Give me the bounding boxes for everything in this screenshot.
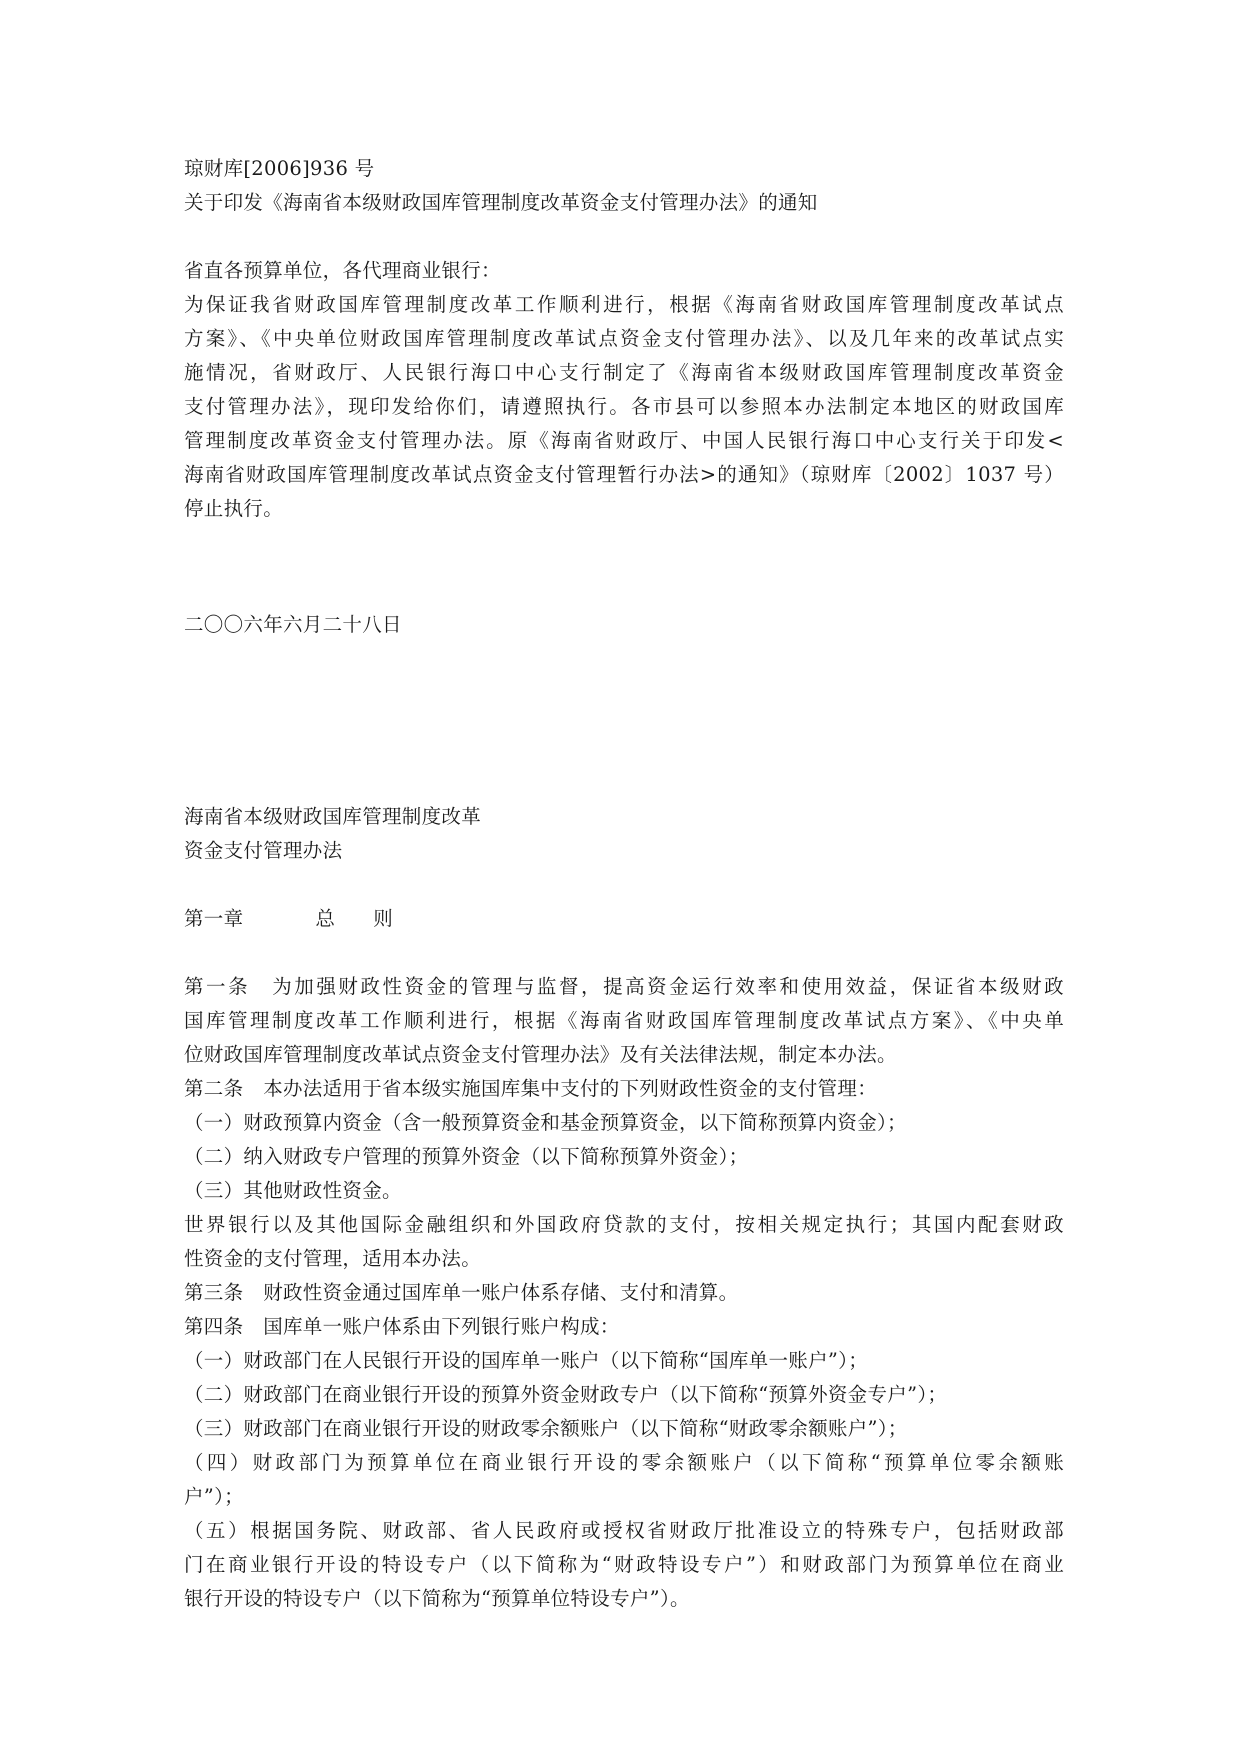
article-line: 银行开设的特设专户（以下简称为“预算单位特设专户”）。 [184,1587,690,1610]
article-line: 第一条 为加强财政性资金的管理与监督，提高资金运行效率和使用效益，保证省本级财政 [184,975,1064,998]
chapter-heading [184,902,393,936]
notice-body-line: 停止执行。 [184,497,284,520]
notice-body-line: 为保证我省财政国库管理制度改革工作顺利进行，根据《海南省财政国库管理制度改革试点 [184,293,1064,316]
article-line: 第三条 财政性资金通过国库单一账户体系存储、支付和清算。 [184,1281,739,1304]
article-line: 第二条 本办法适用于省本级实施国库集中支付的下列财政性资金的支付管理： [184,1077,878,1100]
notice-date: 二〇〇六年六月二十八日 [184,613,402,636]
regulation-title-line2: 资金支付管理办法 [184,839,343,862]
article-line: （三）其他财政性资金。 [184,1179,402,1202]
notice-body-line: 管理制度改革资金支付管理办法。原《海南省财政厅、中国人民银行海口中心支行关于印发< [184,429,1064,452]
article-line: （二）纳入财政专户管理的预算外资金（以下简称预算外资金）； [184,1145,749,1168]
regulation-title-line1: 海南省本级财政国库管理制度改革 [184,805,482,828]
notice-body-line: 海南省财政国库管理制度改革试点资金支付管理暂行办法>的通知》（琼财库〔2002〕1037 号） [184,463,1064,486]
notice-title: 关于印发《海南省本级财政国库管理制度改革资金支付管理办法》的通知 [184,191,818,214]
notice-body-line: 方案》、《中央单位财政国库管理制度改革试点资金支付管理办法》、以及几年来的改革试点实 [184,327,1064,350]
notice-body-line: 支付管理办法》，现印发给你们，请遵照执行。各市县可以参照本办法制定本地区的财政国库 [184,395,1064,418]
article-line: （四）财政部门为预算单位在商业银行开设的零余额账户（以下简称“预算单位零余额账 [184,1451,1064,1474]
article-line: 国库管理制度改革工作顺利进行，根据《海南省财政国库管理制度改革试点方案》、《中央单 [184,1009,1064,1032]
chapter-name-part2: 则 [373,907,394,930]
article-line: （三）财政部门在商业银行开设的财政零余额账户（以下简称“财政零余额账户”）； [184,1417,908,1440]
article-line: 门在商业银行开设的特设专户（以下简称为“财政特设专户”）和财政部门为预算单位在商业 [184,1553,1064,1576]
chapter-name-part1: 总 [315,907,336,930]
article-line: 第四条 国库单一账户体系由下列银行账户构成： [184,1315,620,1338]
document-number: 琼财库[2006]936 号 [184,157,375,180]
article-line: 世界银行以及其他国际金融组织和外国政府贷款的支付，按相关规定执行；其国内配套财政 [184,1213,1064,1236]
addressee: 省直各预算单位，各代理商业银行： [184,259,501,282]
document-page [184,0,1064,1754]
article-line: （一）财政部门在人民银行开设的国库单一账户（以下简称“国库单一账户”）； [184,1349,868,1372]
article-line: （五）根据国务院、财政部、省人民政府或授权省财政厅批准设立的特殊专户，包括财政部 [184,1519,1064,1542]
article-line: （一）财政预算内资金（含一般预算资金和基金预算资金，以下简称预算内资金）； [184,1111,907,1134]
article-line: 户”）； [184,1485,244,1508]
article-line: 位财政国库管理制度改革试点资金支付管理办法》及有关法律法规，制定本办法。 [184,1043,897,1066]
article-line: （二）财政部门在商业银行开设的预算外资金财政专户（以下简称“预算外资金专户”）； [184,1383,948,1406]
article-line: 性资金的支付管理，适用本办法。 [184,1247,482,1270]
notice-body-line: 施情况，省财政厅、人民银行海口中心支行制定了《海南省本级财政国库管理制度改革资金 [184,361,1064,384]
chapter-number: 第一章 [184,907,244,930]
